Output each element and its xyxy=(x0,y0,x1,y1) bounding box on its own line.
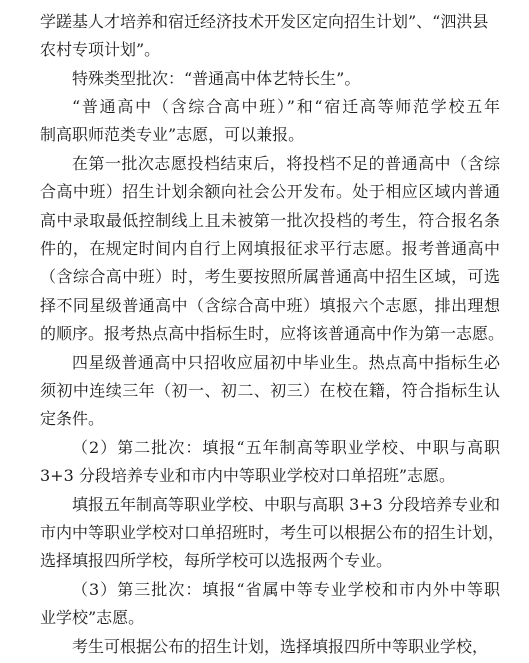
text-line: （3）第三批次：填报“省属中等专业学校和市内外中等职 xyxy=(72,580,500,599)
text-line: 高中录取最低控制线上且未被第一批次投档的考生，符合报名条 xyxy=(40,211,500,230)
text-line: 农村专项计划”。 xyxy=(40,40,161,59)
text-line: 件的，在规定时间内自行上网填报征求平行志愿。报考普通高中 xyxy=(40,239,500,258)
text-line: 选择填报四所学校，每所学校可以选报两个专业。 xyxy=(40,551,393,570)
text-line: 特殊类型批次：“普通高中体艺特长生”。 xyxy=(72,69,361,88)
text-line: 学蹉基人才培养和宿迁经济技术开发区定向招生计划”、“泗洪县 xyxy=(40,12,489,31)
text-line: 3+3 分段培养专业和市内中等职业学校对口单招班”志愿。 xyxy=(40,466,456,485)
text-line: 填报五年制高等职业学校、中职与高职 3+3 分段培养专业和 xyxy=(72,495,500,514)
text-line: （含综合高中班）时，考生要按照所属普通高中招生区域，可选 xyxy=(40,267,500,286)
text-line: 制高职师范类专业”志愿，可以兼报。 xyxy=(40,125,305,144)
text-line: 定条件。 xyxy=(40,409,105,428)
text-line: 四星级普通高中只招收应届初中毕业生。热点高中指标生必 xyxy=(72,353,500,372)
text-line: 考生可根据公布的招生计划，选择填报四所中等职业学校， xyxy=(72,637,489,656)
text-line: “普通高中（含综合高中班）”和“宿迁高等师范学校五年 xyxy=(72,97,500,116)
text-line: 须初中连续三年（初一、初二、初三）在校在籍，符合指标生认 xyxy=(40,381,500,400)
text-line: 市内中等职业学校对口单招班时，考生可以根据公布的招生计划， xyxy=(40,523,505,542)
text-line: 业学校”志愿。 xyxy=(40,608,145,627)
text-line: 的顺序。报考热点高中指标生时，应将该普通高中作为第一志愿。 xyxy=(40,324,505,343)
text-line: 在第一批次志愿投档结束后，将投档不足的普通高中（含综 xyxy=(72,154,500,173)
text-line: （2）第二批次：填报“五年制高等职业学校、中职与高职 xyxy=(72,438,500,457)
text-line: 择不同星级普通高中（含综合高中班）填报六个志愿，排出理想 xyxy=(40,296,500,315)
text-line: 合高中班）招生计划余额向社会公开发布。处于相应区域内普通 xyxy=(40,182,500,201)
